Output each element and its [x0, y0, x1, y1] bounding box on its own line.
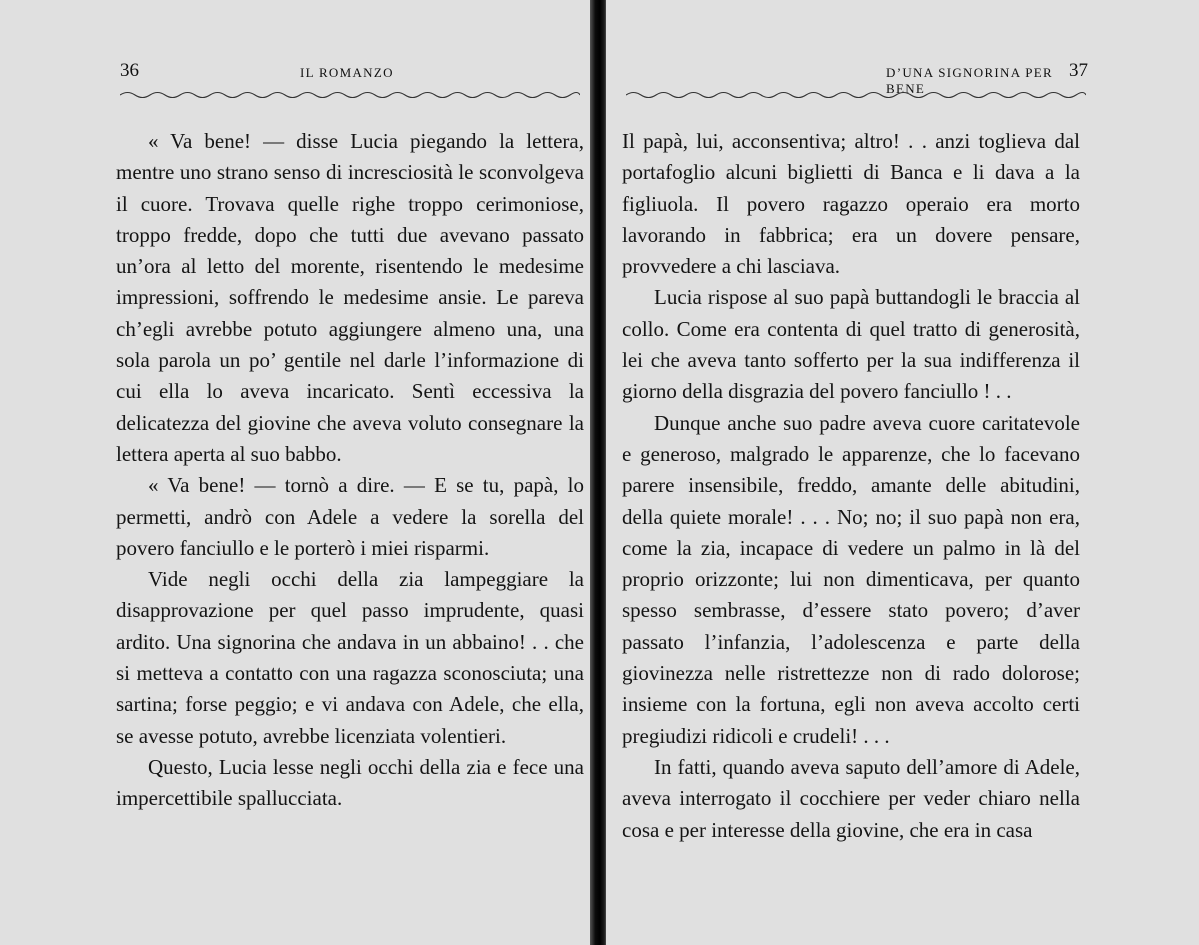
page-number: 37 — [1069, 60, 1088, 81]
right-page-text — [622, 126, 1080, 846]
paragraph: Questo, Lucia lesse negli occhi della zia e fece una impercettibile spallucciata. — [116, 754, 584, 811]
wavy-rule — [626, 88, 1086, 102]
running-head: IL ROMANZO — [300, 65, 394, 80]
paragraph: Lucia rispose al suo papà buttandogli le braccia al collo. Come era contenta di quel tratto di generosità, lei che aveva tanto sofferto per la sua indifferenza il giorno della disgrazia del povero fanciullo ! . . — [622, 285, 1080, 404]
running-head: D’UNA SIGNORINA PER BENE — [886, 65, 1053, 96]
page-number: 36 — [120, 60, 139, 81]
left-page-header — [120, 60, 580, 86]
paragraph: Vide negli occhi della zia lampeggiare la disapprovazione per quel passo imprudente, quasi ardito. Una signorina che andava in un abbaino! . . che si metteva a contatto con una ragazza sconosciuta; una sartina; forse peggio; e vi andava con Adele, che ella, se avesse potuto, avrebbe licenziata volentieri. — [116, 567, 584, 748]
paragraph: In fatti, quando aveva saputo dell’amore di Adele, aveva interrogato il cocchiere per veder chiaro nella cosa e per interesse della giovine, che era in casa — [622, 754, 1080, 842]
paragraph: « Va bene! — disse Lucia piegando la lettera, mentre uno strano senso di incresciosità le sconvolgeva il cuore. Trovava quelle righe troppo cerimoniose, troppo fredde, dopo che tutti due avevano passato un’ora al letto del morente, risentendo le medesime impressioni, soffrendo le medesime ansie. Le pareva ch’egli avrebbe potuto aggiungere almeno una, una sola parola un po’ gentile nel darle l’informazione di cui ella lo aveva incaricato. Sentì eccessiva la delicatezza del giovine che aveva voluto consegnare la lettera aperta al suo babbo. — [116, 129, 584, 466]
paragraph: Dunque anche suo padre aveva cuore caritatevole e generoso, malgrado le apparenze, che lo facevano parere insensibile, freddo, amante delle abitudini, della quiete morale! . . . No; no; il suo papà non era, come la zia, incapace di vedere un palmo in là del proprio orizzonte; lui non dimenticava, per quanto spesso sembrasse, d’essere stato povero; d’aver passato l’infanzia, l’adolescenza e parte della giovinezza nelle ristrettezze non di rado dolorose; insieme con la fortuna, egli non aveva accolto certi pregiudizi ridicoli e crudeli! . . . — [622, 410, 1080, 748]
paragraph: Il papà, lui, acconsentiva; altro! . . anzi toglieva dal portafoglio alcuni biglietti di Banca e li dava a la figliuola. Il povero ragazzo operaio era morto lavorando in fabbrica; era un dovere pensare, provvedere a chi lasciava. — [622, 129, 1080, 279]
paragraph: « Va bene! — tornò a dire. — E se tu, papà, lo permetti, andrò con Adele a vedere la sorella del povero fanciullo e le porterò i miei risparmi. — [116, 473, 584, 560]
wavy-rule — [120, 88, 580, 102]
left-page — [0, 0, 592, 945]
right-page — [606, 0, 1199, 945]
right-page-header — [746, 60, 1088, 96]
left-page-text — [116, 126, 584, 815]
